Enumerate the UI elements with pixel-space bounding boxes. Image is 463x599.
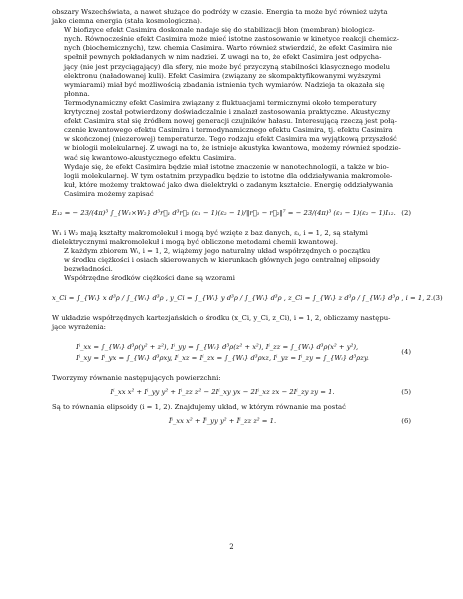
text-line: spełnił pewnych pokładanych w nim nadziei. Z uwagi na to, że efekt Casimira jest odpycha- <box>64 53 382 62</box>
equation-number: (3) <box>433 293 443 302</box>
text-line: W biofizyce efekt Casimira doskonale nadaje się do stabilizacji błon (membran) biologicz- <box>64 26 375 35</box>
paragraph-nanotechnology <box>52 163 411 199</box>
equation-number: (5) <box>401 388 411 397</box>
text-line: Współrzędne środków ciężkości dane są wzorami <box>64 274 235 283</box>
text-line: Są to równania elipsoidy (i = 1, 2). Znajdujemy układ, w którym równanie ma postać <box>52 402 346 411</box>
text-line: obszary Wszechświata, a nawet służące do podróży w czasie. Energia ta może być również użyta <box>52 8 388 16</box>
text-line: płonna. <box>64 89 90 98</box>
equation-line: Iⁱ_xx = ∫_{Wᵢ} d³ρ(y² + z²), Iⁱ_yy = ∫_{Wᵢ} d³ρ(z² + x²), Iⁱ_zz = ∫_{Wᵢ} d³ρ(x² + y²), <box>76 342 359 351</box>
paragraph-ellipsoid <box>52 403 411 412</box>
equation-5 <box>52 385 411 401</box>
equation-2 <box>52 201 411 227</box>
equation-body <box>52 342 393 364</box>
equation-number: (2) <box>401 209 411 218</box>
paragraph-surfaces <box>52 374 411 383</box>
text-line: wymiarami) miał być możliwością zbadania istnienia tych wymiarów. Nadzieja ta okazała się <box>64 80 385 89</box>
text-line: Wydaje się, że efekt Casimira będzie miał istotne znaczenie w nanotechnologii, a także w bio- <box>64 162 389 171</box>
text-line: W₁ i W₂ mają kształty makromolekuł i mogą być wzięte z baz danych, εᵢ, i = 1, 2, są stałymi <box>52 228 368 237</box>
paragraph-biophysics <box>52 26 411 99</box>
equation-6 <box>52 414 411 430</box>
text-line: dielektrycznymi makromolekuł i mogą być obliczone metodami chemii kwantowej. <box>52 238 338 247</box>
equation-body: Ĩⁱ_xx x² + Ĩⁱ_yy y² + Ĩⁱ_zz z² = 1. <box>168 417 277 426</box>
equation-line: Iⁱ_xy = Iⁱ_yx = ∫_{Wᵢ} d³ρxy, Iⁱ_xz = Iⁱ_zx = ∫_{Wᵢ} d³ρxz, Iⁱ_yz = Iⁱ_zy = ∫_{Wᵢ} d³ρzy. <box>76 353 369 362</box>
equation-body: Iⁱ_xx x² + Iⁱ_yy y² + Iⁱ_zz z² − 2Iⁱ_xy yx − 2Iⁱ_xz zx − 2Iⁱ_zy zy = 1. <box>110 388 335 397</box>
text-line: logii molekularnej. W tym ostatnim przypadku będzie to istotne dla oddziaływania makromole- <box>64 171 393 180</box>
text-line: Termodynamiczny efekt Casimira związany z fluktuacjami termicznymi około temperatury <box>64 98 377 107</box>
equation-body: E₁₂ = − 23/(4π)³ ∫_{W₁×W₂} d³r⃗₁ d³r⃗₂ (ε₁ − 1)(ε₂ − 1)/‖r⃗₁ − r⃗₂‖⁷ = − 23/(4π)³ (ε₁ − 1)(ε₂ − 1)I₁₂. <box>52 209 396 218</box>
text-line: kuł, które możemy traktować jako dwa dielektryki o zadanym kształcie. Energię oddziaływania <box>64 180 394 189</box>
text-line: w skończonej (niezerowej) temperaturze. Tego rodzaju efekt Casimira ma wyjątkową przyszłość <box>64 135 397 144</box>
text-line: Z każdym zbiorem Wᵢ, i = 1, 2, wiążemy jego naturalny układ współrzędnych o początku <box>64 247 371 256</box>
paragraph-intro <box>52 8 411 26</box>
paragraph-cartesian <box>52 314 411 332</box>
equation-number: (6) <box>401 417 411 426</box>
text-line: jący (nie jest przyciągający) dla sfery, nie może być przyczyną stabilności klasycznego modelu <box>64 62 391 71</box>
equation-3 <box>52 286 443 312</box>
text-line: bezwładności. <box>64 265 113 274</box>
equation-4 <box>52 334 411 372</box>
text-line: jako ciemna energia (stała kosmologiczna). <box>52 17 203 26</box>
paragraph-centers <box>52 274 411 283</box>
text-line: jące wyrażenia: <box>52 322 106 331</box>
text-line: nych (biochemicznych), tzw. chemia Casimira. Warto również stwierdzić, że efekt Casimira nie <box>64 44 393 53</box>
text-line: czenie kwantowego efektu Casimira i termodynamicznego efektu Casimira, tj. efektu Casimira <box>64 126 393 135</box>
paragraph-coordinate-system <box>52 247 411 274</box>
text-line: efekt Casimira stał się źródłem nowej generacji czujników hałasu. Interesującą rzeczą jest połą- <box>64 117 397 126</box>
text-line: Tworzymy równanie następujących powierzchni: <box>52 373 221 382</box>
paragraph-shapes <box>52 229 411 247</box>
text-line: W układzie współrzędnych kartezjańskich o środku (x_Ci, y_Ci, z_Ci), i = 1, 2, obliczamy następu- <box>52 313 391 322</box>
text-line: w środku ciężkości i osiach skierowanych w kierunkach głównych jego centralnej elipsoidy <box>64 256 380 265</box>
equation-body: x_Ci = ∫_{Wᵢ} x d³ρ / ∫_{Wᵢ} d³ρ , y_Ci = ∫_{Wᵢ} y d³ρ / ∫_{Wᵢ} d³ρ , z_Ci = ∫_{Wᵢ} z d³ρ / ∫_{Wᵢ} d³ρ , i = 1, 2. <box>52 293 433 302</box>
text-line: wać się kwantowo-akustycznego efektu Casimira. <box>64 153 237 162</box>
paragraph-thermodynamic <box>52 99 411 163</box>
text-line: w biologii molekularnej. Z uwagi na to, że istnieje akustyka kwantowa, możemy również spodzie- <box>64 144 401 153</box>
text-line: Casimira możemy zapisać <box>64 189 154 198</box>
page-number: 2 <box>229 543 234 551</box>
text-line: elektronu (naładowanej kuli). Efekt Casimira (związany ze skompaktyfikowanymi wyższymi <box>64 71 381 80</box>
equation-number: (4) <box>401 348 411 357</box>
text-line: nych. Równocześnie efekt Casimira może mieć istotne zastosowanie w kinetyce reakcji chemicz- <box>64 35 399 44</box>
text-line: krytycznej został potwierdzony doświadczalnie i znalazł zastosowania praktyczne. Akustyczny <box>64 108 391 117</box>
equation-stack <box>76 342 369 364</box>
